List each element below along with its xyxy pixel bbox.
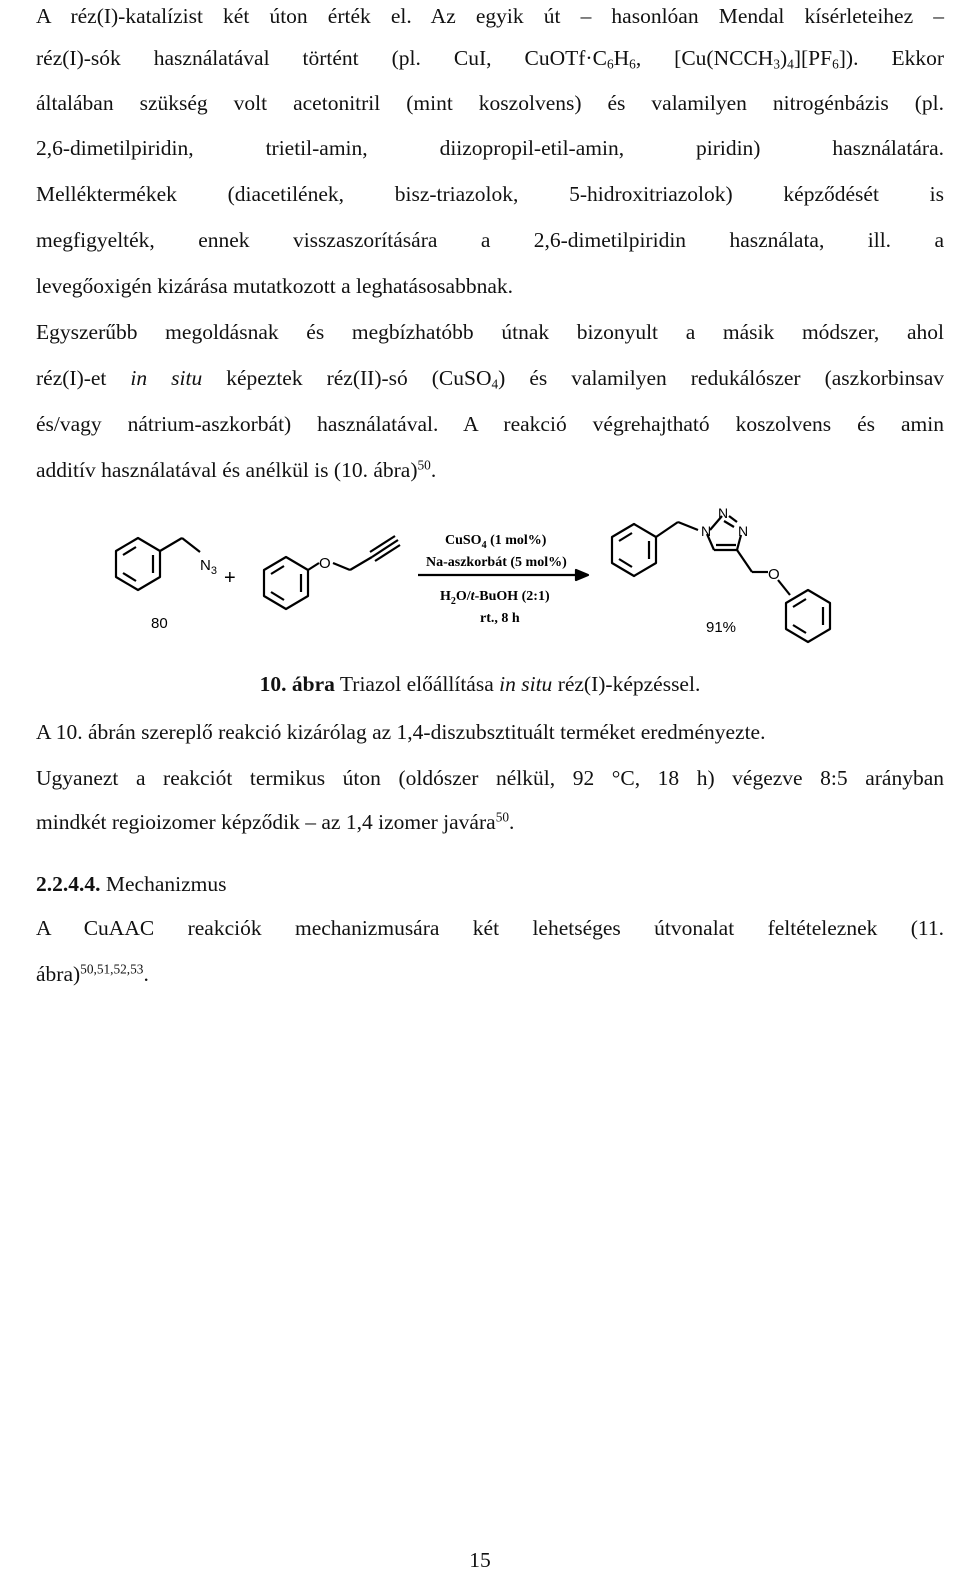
para1-line7: levegőoxigén kizárása mutatkozott a leghatásosabbnak. [36, 274, 514, 298]
para1-line2: réz(I)-sók használatával történt (pl. CuI, $CuOTf\cdot C_6H_6$, $[Cu(NCCH_3)_4][PF_6]$). Ekkor [36, 46, 944, 72]
reagent-ascorbate: Na-aszkorbát (5 mol%) [426, 555, 567, 570]
azide-label: $N_3$ [200, 557, 217, 577]
para2-line3: és/vagy nátrium-aszkorbát) használatával. A reakció végrehajtható koszolvens és amin [36, 412, 944, 436]
plus-sign: + [224, 567, 236, 589]
para1-line1: A réz(I)-katalízist két úton érték el. Az egyik út – hasonlóan Mendal kísérleteihez – [36, 4, 944, 28]
section-heading: 2.2.4.4. Mechanizmus [36, 872, 227, 896]
para1-line6: megfigyelték, ennek visszaszorítására a 2,6-dimetilpiridin használata, ill. a [36, 228, 944, 252]
figure-caption: 10. ábra Triazol előállítása in situ réz(I)-képzéssel. [259, 672, 701, 696]
reaction-conditions: rt., 8 h [480, 611, 520, 626]
para2-line4: additív használatával és anélkül is (10. ábra)$^{50}$. [36, 457, 437, 482]
triazole-n3: N [738, 523, 749, 539]
para1-line3: általában szükség volt acetonitril (mint koszolvens) és valamilyen nitrogénbázis (pl. [36, 91, 944, 115]
ether-oxygen: O [319, 555, 331, 572]
product-yield: 91% [706, 619, 737, 636]
para3-line2: Ugyanezt a reakciót termikus úton (oldószer nélkül, 92 °C, 18 h) végezve 8:5 arányban [36, 766, 944, 790]
product-oxygen: O [768, 566, 780, 583]
reaction-scheme [0, 500, 960, 660]
para2-line1: Egyszerűbb megoldásnak és megbízhatóbb útnak bizonyult a másik módszer, ahol [36, 320, 944, 344]
para2-line2: réz(I)-et in situ képeztek réz(II)-só (CuSO$_4$) és valamilyen redukálószer (aszkorbinsav [36, 366, 944, 392]
reagent-cuso4: CuSO$_4$ (1 mol%) [445, 533, 547, 551]
triazole-n1: N [701, 523, 712, 539]
para3-line1: A 10. ábrán szereplő reakció kizárólag az 1,4-diszubsztituált terméket eredményezte. [36, 720, 766, 744]
page-number: 15 [469, 1548, 491, 1572]
triazole-n2: N [718, 505, 729, 521]
para1-line4: 2,6-dimetilpiridin, trietil-amin, diizopropil-etil-amin, piridin) használatára. [36, 136, 944, 160]
para1-line5: Melléktermékek (diacetilének, bisz-triazolok, 5-hidroxitriazolok) képződését is [36, 182, 944, 206]
compound-number: 80 [151, 615, 168, 632]
para3-line3: mindkét regioizomer képződik – az 1,4 izomer javára$^{50}$. [36, 809, 515, 834]
reaction-solvent: $H_2O/t$-BuOH (2:1) [440, 589, 550, 607]
para4-line2: ábra)$^{50,51,52,53}$. [36, 961, 149, 986]
para4-line1: A CuAAC reakciók mechanizmusára két lehetséges útvonalat feltételeznek (11. [36, 916, 944, 940]
